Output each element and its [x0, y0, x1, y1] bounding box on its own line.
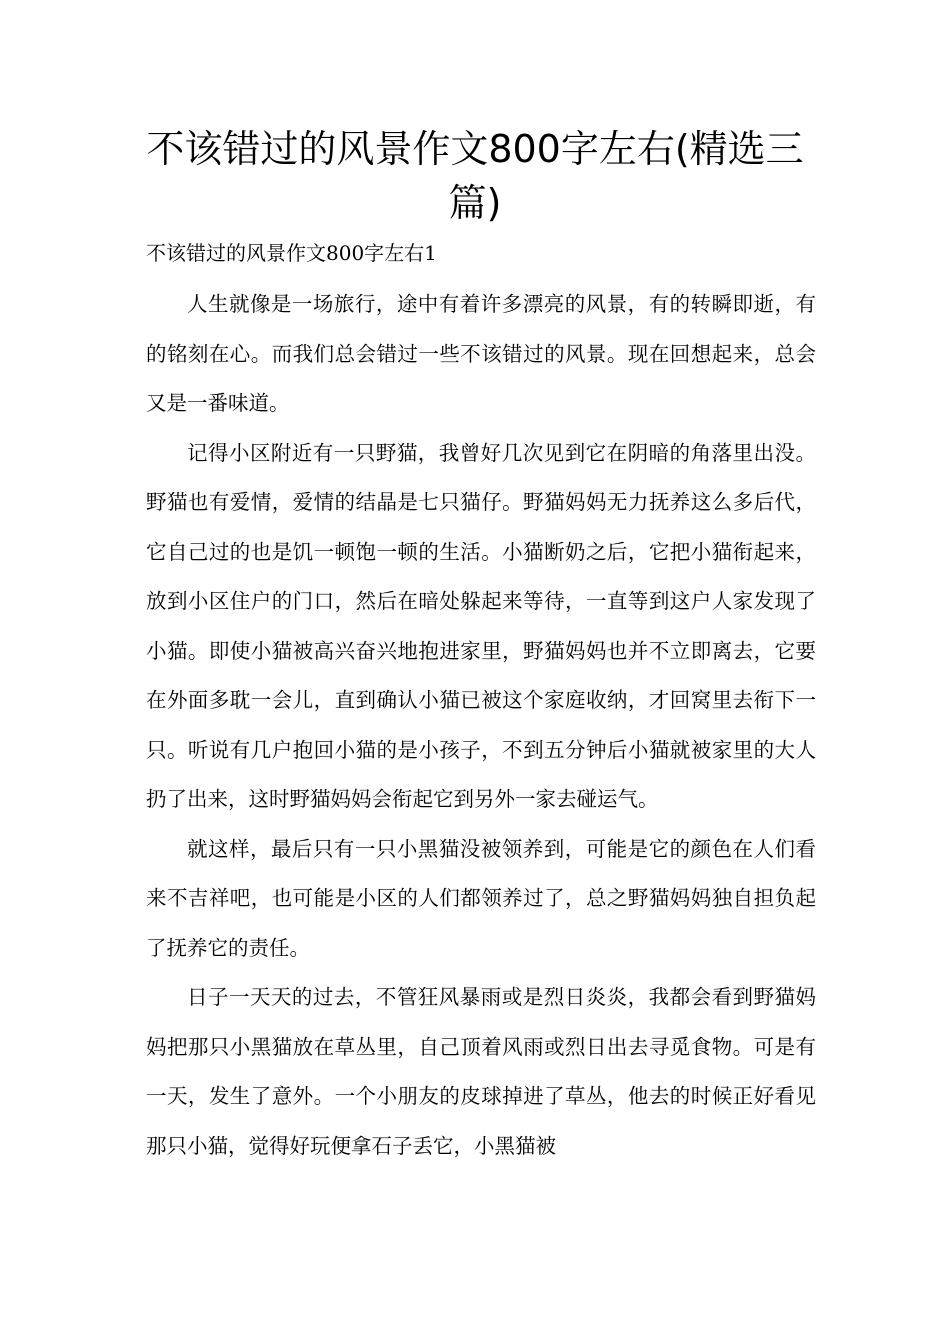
paragraph-1: 人生就像是一场旅行，途中有着许多漂亮的风景，有的转瞬即逝，有的铭刻在心。而我们总会错过一些不该错过的风景。现在回想起来，总会又是一番味道。 — [146, 292, 816, 415]
document-body — [146, 280, 816, 1171]
paragraph-2: 记得小区附近有一只野猫，我曾好几次见到它在阴暗的角落里出没。野猫也有爱情，爱情的结晶是七只猫仔。野猫妈妈无力抚养这么多后代，它自己过的也是饥一顿饱一顿的生活。小猫断奶之后，它把小猫衔起来，放到小区住户的门口，然后在暗处躲起来等待，一直等到这户人家发现了小猫。即使小猫被高兴奋兴地抱进家里，野猫妈妈也并不立即离去，它要在外面多耽一会儿，直到确认小猫已被这个家庭收纳，才回窝里去衔下一只。听说有几户抱回小猫的是小孩子，不到五分钟后小猫就被家里的大人扔了出来，这时野猫妈妈会衔起它到另外一家去碰运气。 — [146, 440, 816, 811]
section-heading: 不该错过的风景作文800字左右1 — [146, 241, 437, 265]
document-title: 不该错过的风景作文800字左右(精选三篇) — [146, 127, 804, 225]
paragraph-3: 就这样，最后只有一只小黑猫没被领养到，可能是它的颜色在人们看来不吉祥吧，也可能是小区的人们都领养过了，总之野猫妈妈独自担负起了抚养它的责任。 — [146, 836, 816, 960]
paragraph-4: 日子一天天的过去，不管狂风暴雨或是烈日炎炎，我都会看到野猫妈妈把那只小黑猫放在草丛里，自己顶着风雨或烈日出去寻觅食物。可是有一天，发生了意外。一个小朋友的皮球掉进了草丛，他去的时候正好看见那只小猫，觉得好玩便拿石子丢它，小黑猫被 — [146, 985, 816, 1158]
